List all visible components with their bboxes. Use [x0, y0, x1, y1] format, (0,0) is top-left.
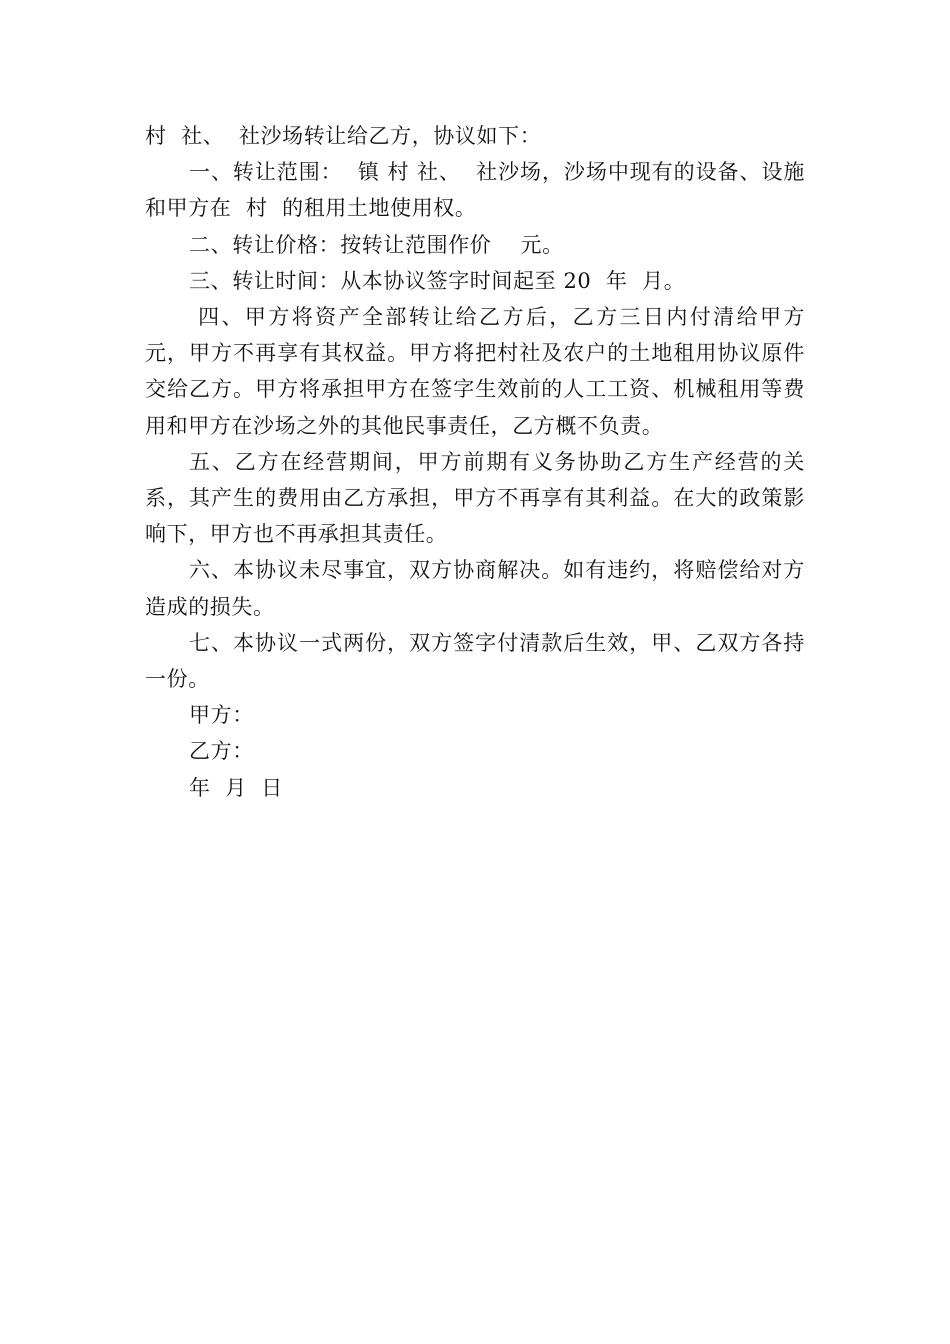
clause-3-transfer-time: 三、转让时间：从本协议签字时间起至 20 年 月。	[189, 268, 686, 293]
clause-1-transfer-scope: 一、转让范围： 镇 村 社、 社沙场，沙场中现有的设备、设施和甲方在 村 的租用土地使用权。	[145, 160, 805, 221]
clause-6-disputes: 六、本协议未尽事宜，双方协商解决。如有违约，将赔偿给对方造成的损失。	[145, 558, 805, 619]
intro-paragraph: 村 社、 社沙场转让给乙方，协议如下：	[145, 124, 542, 148]
clause-5-operation: 五、乙方在经营期间，甲方前期有义务协助乙方生产经营的关系，其产生的费用由乙方承担，甲方不再享有其利益。在大的政策影响下，甲方也不再承担其责任。	[145, 449, 805, 547]
date-line: 年 月 日	[189, 775, 283, 800]
clause-7-copies: 七、本协议一式两份，双方签字付清款后生效，甲、乙双方各持一份。	[145, 630, 805, 692]
party-a-signature-line: 甲方：	[189, 703, 254, 728]
clause-2-transfer-price: 二、转让价格：按转让范围作价 元。	[189, 232, 564, 257]
party-b-signature-line: 乙方：	[189, 739, 254, 764]
document-body	[145, 118, 835, 806]
clause-4-payment: 四、甲方将资产全部转让给乙方后，乙方三日内付清给甲方 元，甲方不再享有其权益。甲方将把村社及农户的土地租用协议原件交给乙方。甲方将承担甲方在签字生效前的人工工资、机械租用等费用和甲方在沙场之外的其他民事责任，乙方概不负责。	[145, 305, 835, 438]
